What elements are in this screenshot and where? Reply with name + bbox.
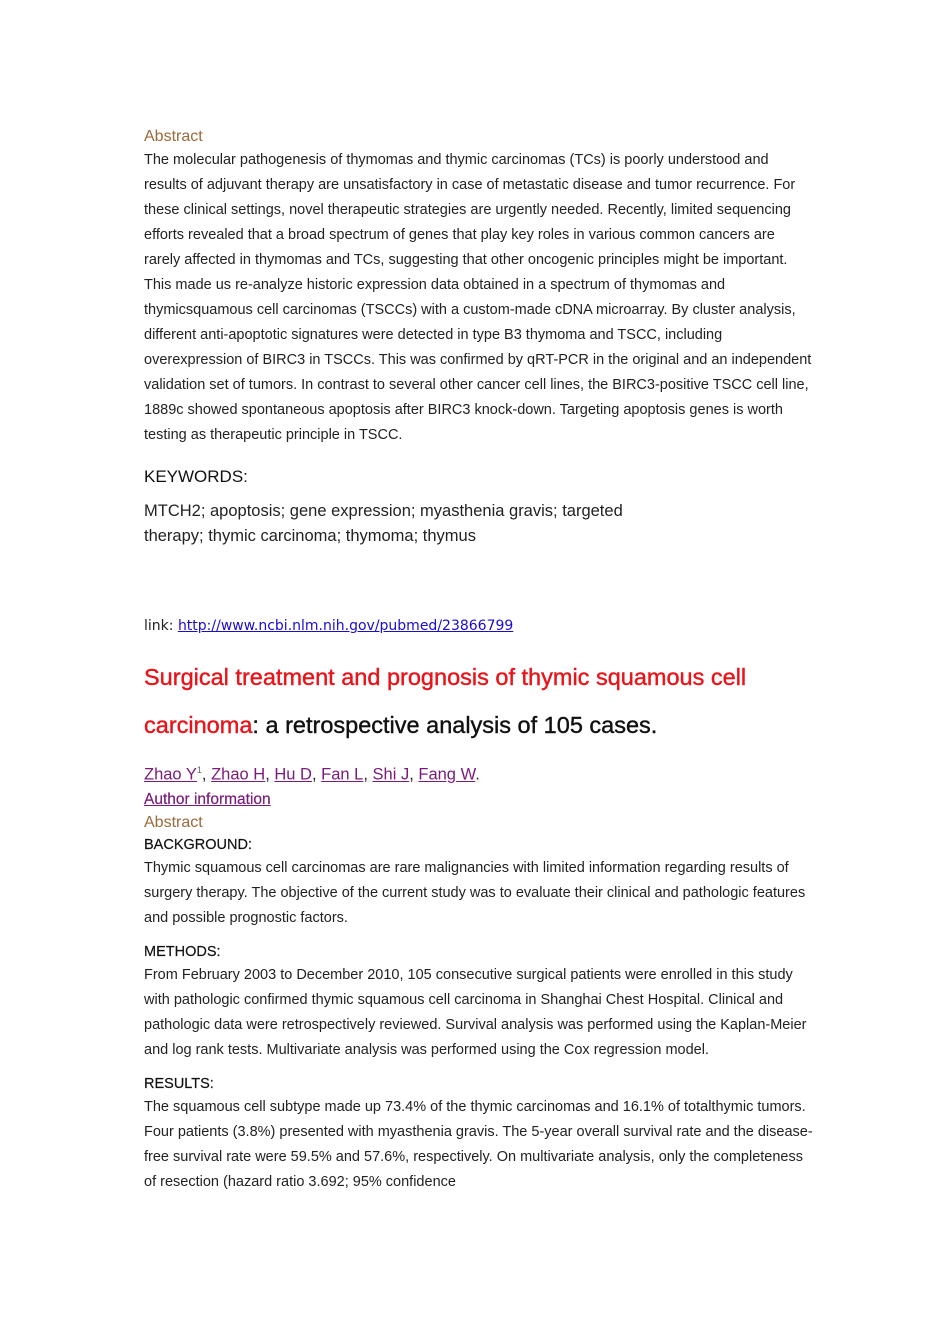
- abstract-label: Abstract: [144, 128, 203, 145]
- author-list: Zhao $Y^1$, Zhao H, Hu D, Fan L, Shi J, Fang W.: [144, 765, 480, 784]
- author-affiliation-mark: 1: [196, 765, 202, 775]
- author-link[interactable]: Hu D: [274, 765, 312, 784]
- author-link[interactable]: Fan L: [321, 765, 364, 784]
- author-link[interactable]: Fang W: [418, 765, 476, 784]
- author-link[interactable]: Shi J: [372, 765, 410, 784]
- keywords-label: KEYWORDS:: [144, 467, 248, 486]
- author-link[interactable]: Zhao H: [211, 765, 266, 784]
- results-text: The squamous cell subtype made up 73.4% of the thymic carcinomas and 16.1% of totalthymic tumors. Four patients (3.8%) presented with myasthenia gravis. The 5-year overall survival rate and the disease-free survival rate were 59.5% and 57.6%, respectively. On multivariate analysis, only the completeness of resection (hazard ratio 3.692; 95% confidence: [144, 1098, 813, 1190]
- pubmed-link[interactable]: http://www.ncbi.nlm.nih.gov/pubmed/23866799: [177, 618, 514, 634]
- document-page: [144, 126, 814, 1195]
- abstract-label-2: Abstract: [144, 813, 203, 831]
- methods-heading: METHODS:: [144, 943, 221, 960]
- article-title-rest: : a retrospective analysis of 105 cases.: [252, 712, 658, 738]
- author-list-end: .: [475, 765, 480, 784]
- article-title-highlight: Surgical treatment and prognosis of thymic squamous cell carcinoma: [144, 664, 747, 738]
- background-text: Thymic squamous cell carcinomas are rare malignancies with limited information regarding results of surgery therapy. The objective of the current study was to evaluate their clinical and pathologic features and possible prognostic factors.: [144, 859, 806, 926]
- author-link[interactable]: Zhao Y: [144, 765, 197, 784]
- background-heading: BACKGROUND:: [144, 836, 252, 853]
- abstract-text: The molecular pathogenesis of thymomas and thymic carcinomas (TCs) is poorly understood and results of adjuvant therapy are unsatisfactory in case of metastatic disease and tumor recurrence. For these clinical settings, novel therapeutic strategies are urgently needed. Recently, limited sequencing efforts revealed that a broad spectrum of genes that play key roles in various common cancers are rarely affected in thymomas and TCs, suggesting that other oncogenic principles might be important. This made us re-analyze historic expression data obtained in a spectrum of thymomas and thymicsquamous cell carcinomas (TSCCs) with a custom-made cDNA microarray. By cluster analysis, different anti-apoptotic signatures were detected in type B3 thymoma and TSCC, including overexpression of BIRC3 in TSCCs. This was confirmed by qRT-PCR in the original and an independent validation set of tumors. In contrast to several other cancer cell lines, the BIRC3-positive TSCC cell line, 1889c showed spontaneous apoptosis after BIRC3 knock-down. Targeting apoptosis genes is worth testing as therapeutic principle in TSCC.: [144, 152, 812, 443]
- link-label: link:: [144, 618, 178, 634]
- link-line: [144, 616, 814, 636]
- article-title: [144, 653, 814, 749]
- methods-text: From February 2003 to December 2010, 105 consecutive surgical patients were enrolled in this study with pathologic confirmed thymic squamous cell carcinoma in Shanghai Chest Hospital. Clinical and pathologic data were retrospectively reviewed. Survival analysis was performed using the Kaplan-Meier and log rank tests. Multivariate analysis was performed using the Cox regression model.: [144, 966, 807, 1058]
- author-information-link[interactable]: Author information: [144, 790, 271, 808]
- results-heading: RESULTS:: [144, 1075, 214, 1092]
- keywords-text: MTCH2; apoptosis; gene expression; myasthenia gravis; targeted therapy; thymic carcinoma; thymoma; thymus: [144, 502, 623, 545]
